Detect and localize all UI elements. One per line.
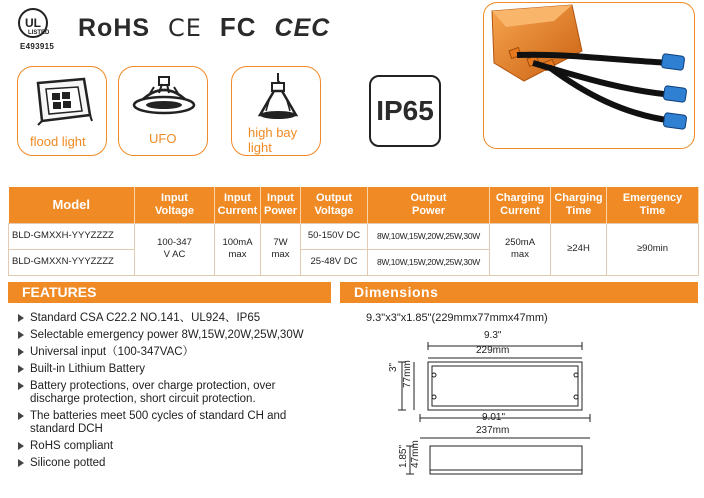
bullet-triangle-icon — [18, 348, 24, 356]
length-inches: 9.3" — [484, 330, 502, 341]
flood-light-label: flood light — [30, 134, 86, 149]
output-power-cell: 8W,10W,15W,20W,25W,30W — [368, 249, 490, 275]
header-output-power: Output Power — [368, 187, 490, 223]
ul-file-number: E493915 — [20, 42, 55, 51]
bullet-triangle-icon — [18, 331, 24, 339]
list-item: Universal input（100-347VAC） — [16, 346, 316, 359]
header-emergency-time: Emergency Time — [607, 187, 699, 223]
model-cell: BLD-GMXXH-YYYZZZZ — [9, 223, 135, 249]
flood-light-icon — [32, 75, 94, 127]
fc-mark: FC — [219, 12, 257, 42]
ul-listed-label: LISTED — [28, 30, 50, 36]
charging-time-cell: ≥24H — [551, 223, 607, 275]
width-mm: 77mm — [402, 360, 413, 388]
application-ufo — [118, 66, 208, 156]
list-item: Standard CSA C22.2 NO.141、UL924、IP65 — [16, 312, 316, 325]
mount-mm: 237mm — [476, 425, 510, 436]
list-item: Selectable emergency power 8W,15W,20W,25W,30W — [16, 329, 316, 342]
charging-current-cell: 250mA max — [490, 223, 551, 275]
emergency-time-cell: ≥90min — [607, 223, 699, 275]
bullet-triangle-icon — [18, 459, 24, 467]
dimension-drawing — [340, 328, 700, 498]
ufo-label: UFO — [149, 131, 177, 146]
bullet-triangle-icon — [18, 382, 24, 390]
header-output-voltage: Output Voltage — [301, 187, 368, 223]
bullet-triangle-icon — [18, 365, 24, 373]
mount-inches: 9.01" — [482, 412, 506, 423]
list-item: Battery protections, over charge protection, over discharge protection, short circuit protection. — [16, 380, 316, 406]
certification-marks — [78, 12, 340, 43]
list-item: Silicone potted — [16, 457, 316, 470]
header-input-power: Input Power — [261, 187, 301, 223]
header-charging-current: Charging Current — [490, 187, 551, 223]
header-input-voltage: Input Voltage — [135, 187, 215, 223]
application-high-bay-light — [231, 66, 321, 156]
length-mm: 229mm — [476, 345, 510, 356]
header-charging-time: Charging Time — [551, 187, 607, 223]
rohs-mark: RoHS — [78, 14, 151, 42]
input-current-cell: 100mA max — [215, 223, 261, 275]
ul-listed-mark: UL — [18, 8, 48, 38]
list-item: Built-in Lithium Battery — [16, 363, 316, 376]
ip65-rating-badge: IP65 — [369, 75, 441, 147]
list-item: RoHS compliant — [16, 440, 316, 453]
high-bay-light-label: high bay light — [248, 125, 298, 155]
input-voltage-cell: 100-347 V AC — [135, 223, 215, 275]
cec-mark: CEC — [274, 14, 331, 42]
header-model: Model — [9, 187, 135, 223]
height-mm: 47mm — [410, 440, 421, 468]
bullet-triangle-icon — [18, 442, 24, 450]
features-section-bar: FEATURES — [8, 282, 331, 303]
output-voltage-cell: 25-48V DC — [301, 249, 368, 275]
spec-table — [8, 187, 699, 276]
emergency-driver-photo — [484, 3, 695, 149]
bullet-triangle-icon — [18, 314, 24, 322]
header-input-current: Input Current — [215, 187, 261, 223]
width-inches: 3" — [388, 362, 399, 372]
ufo-light-icon — [129, 75, 199, 123]
application-flood-light — [17, 66, 107, 156]
features-list — [16, 312, 316, 474]
bullet-triangle-icon — [18, 412, 24, 420]
ce-mark: CE — [168, 14, 202, 42]
output-voltage-cell: 50-150V DC — [301, 223, 368, 249]
input-power-cell: 7W max — [261, 223, 301, 275]
output-power-cell: 8W,10W,15W,20W,25W,30W — [368, 223, 490, 249]
height-inches: 1.85" — [398, 444, 409, 468]
overall-dimensions: 9.3"x3"x1.85"(229mmx77mmx47mm) — [366, 312, 548, 324]
model-cell: BLD-GMXXN-YYYZZZZ — [9, 249, 135, 275]
high-bay-light-icon — [254, 71, 302, 123]
list-item: The batteries meet 500 cycles of standard CH and standard DCH — [16, 410, 316, 436]
product-photo — [483, 2, 695, 149]
table-row — [9, 223, 699, 249]
dimensions-section-bar: Dimensions — [340, 282, 698, 303]
